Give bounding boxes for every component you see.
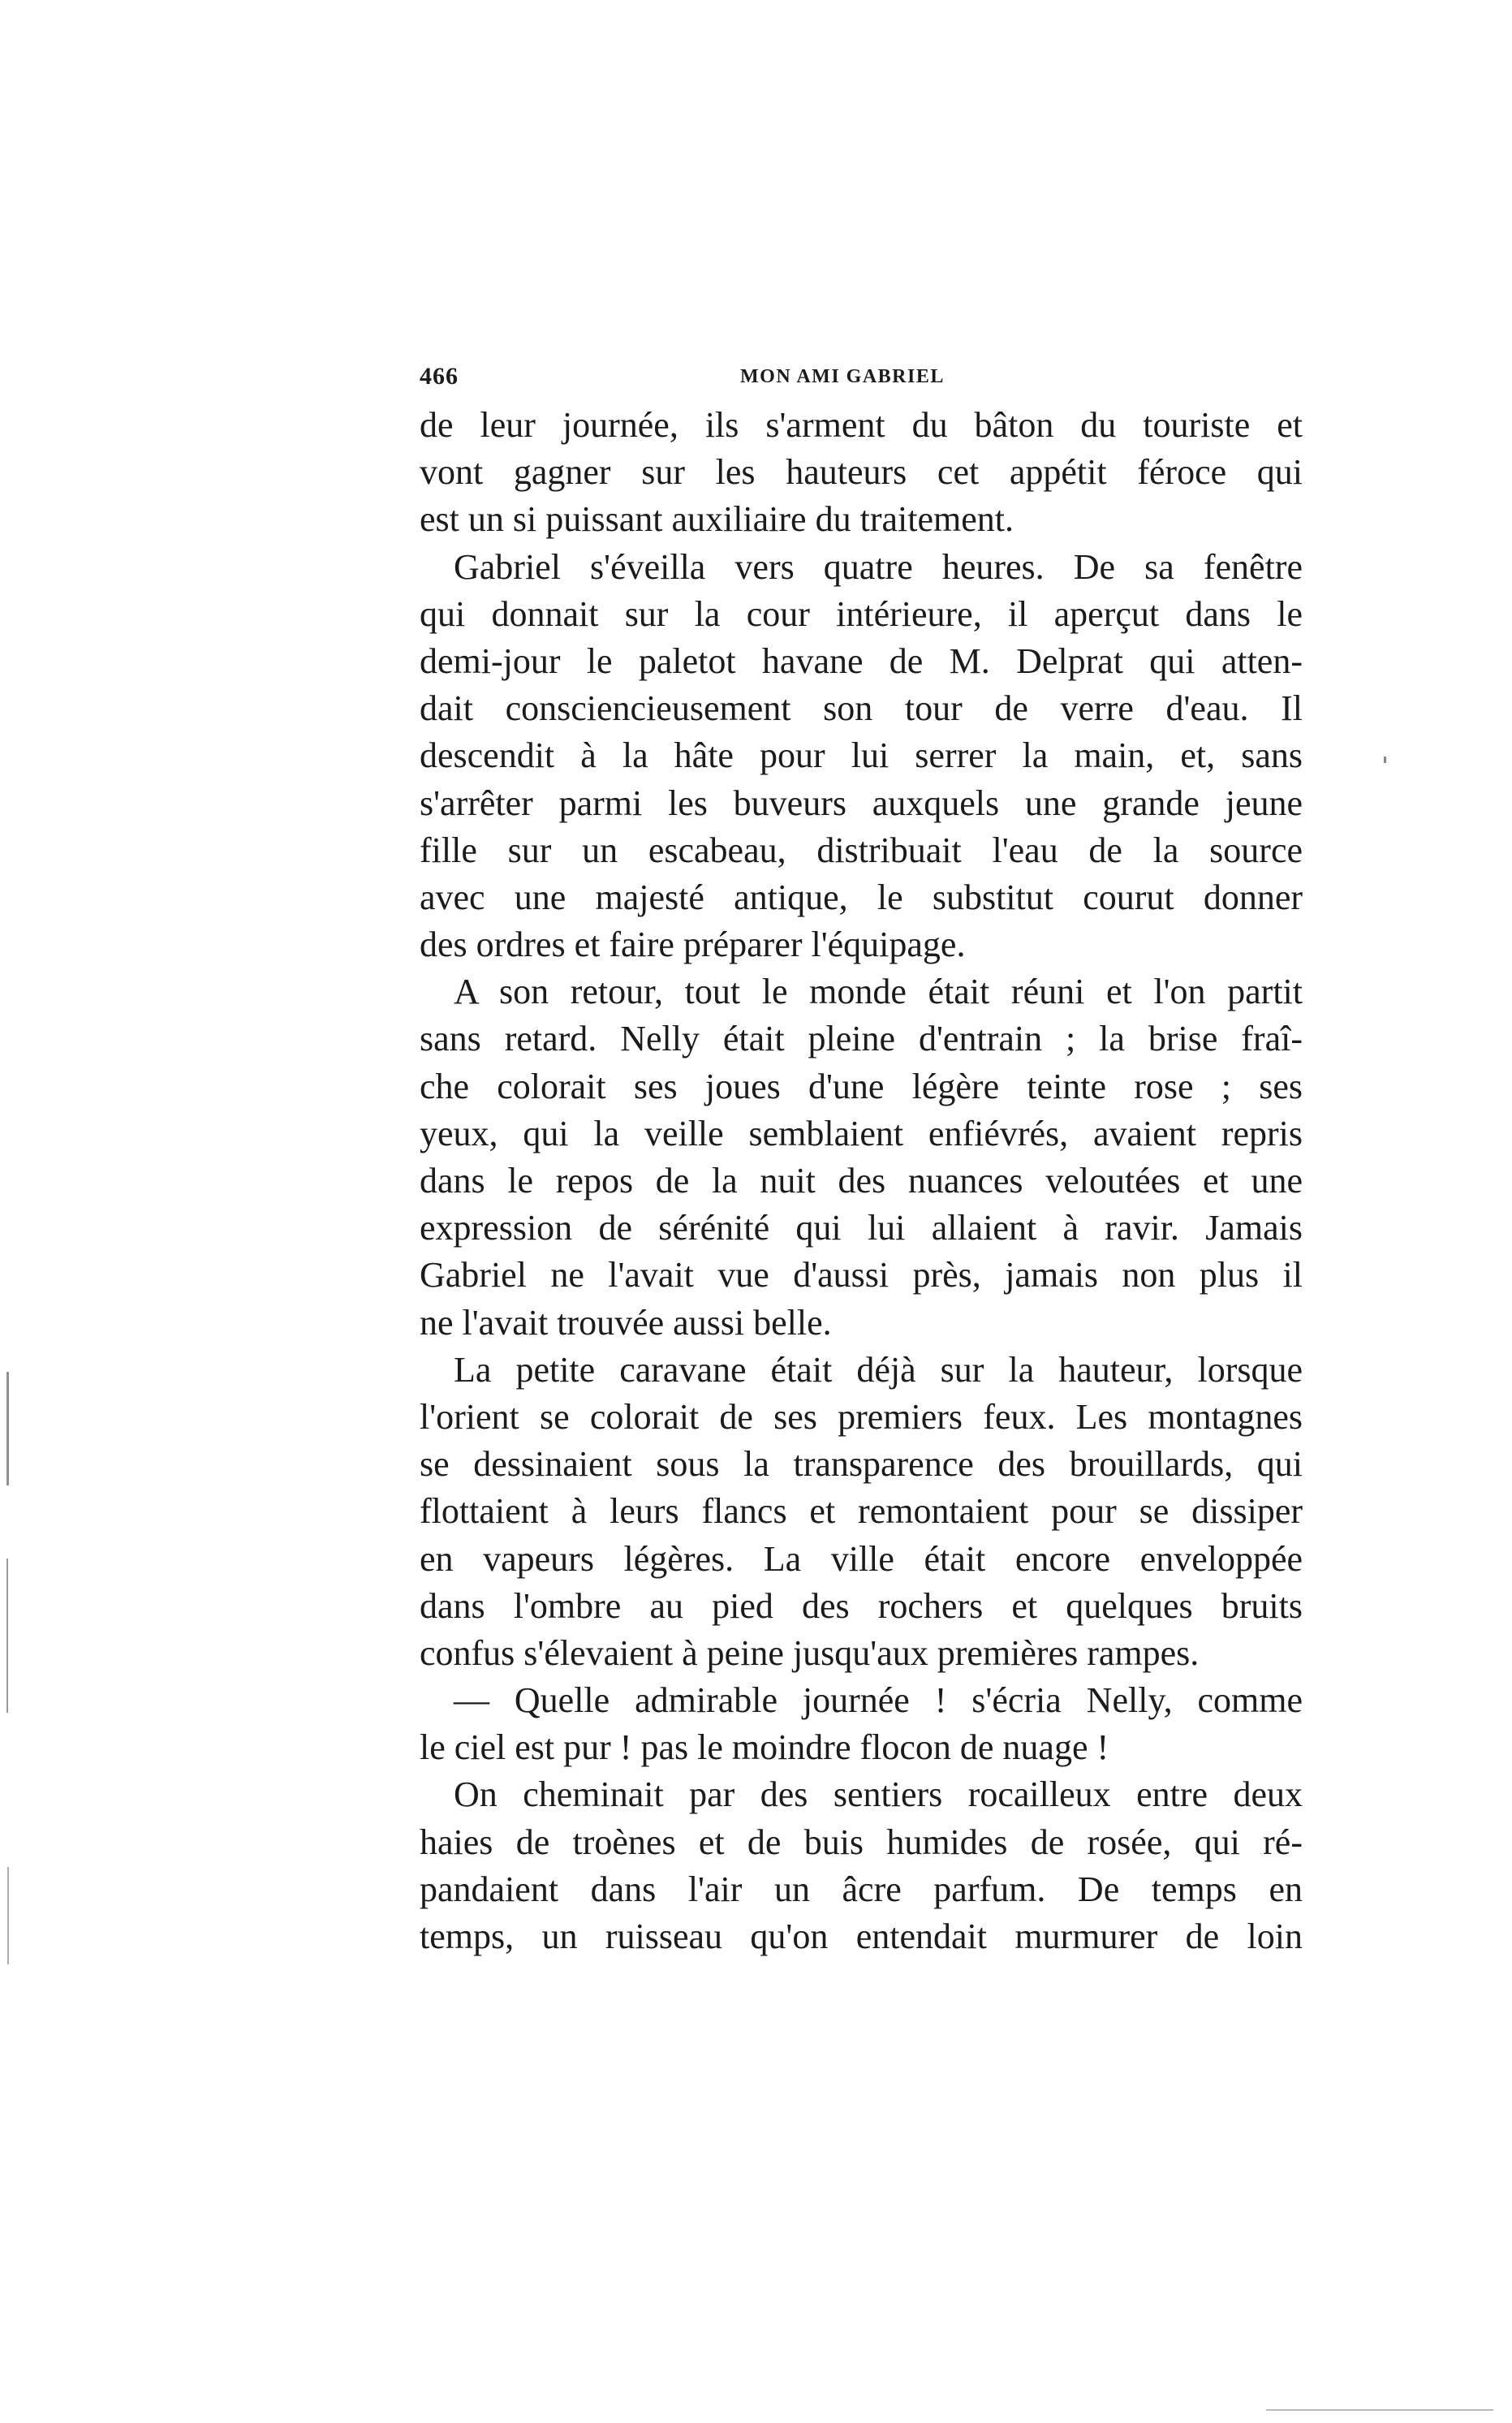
scan-artifact bbox=[1266, 2409, 1493, 2411]
text-line: vont gagner sur les hauteurs cet appétit féroce qui bbox=[420, 452, 1303, 493]
text-line: Gabriel s'éveilla vers quatre heures. De sa fenêtre bbox=[454, 546, 1303, 587]
text-line: La petite caravane était déjà sur la hauteur, lorsque bbox=[454, 1349, 1303, 1390]
text-line: demi-jour le paletot havane de M. Delprat qui atten- bbox=[420, 640, 1303, 681]
text-line: sans retard. Nelly était pleine d'entrain ; la brise fraî- bbox=[420, 1019, 1303, 1059]
text-line: dans le repos de la nuit des nuances veloutées et une bbox=[420, 1161, 1303, 1201]
text-line: flottaient à leurs flancs et remontaient pour se dissiper bbox=[420, 1491, 1303, 1532]
scan-artifact bbox=[6, 1372, 9, 1485]
text-line: Gabriel ne l'avait vue d'aussi près, jamais non plus il bbox=[420, 1255, 1303, 1296]
text-line: dait consciencieusement son tour de verre d'eau. Il bbox=[420, 688, 1303, 729]
text-line: de leur journée, ils s'arment du bâton du touriste et bbox=[420, 405, 1303, 445]
text-line: ne l'avait trouvée aussi belle. bbox=[420, 1302, 832, 1343]
page-header bbox=[420, 363, 1303, 403]
scan-artifact bbox=[6, 1559, 8, 1713]
text-line: confus s'élevaient à peine jusqu'aux premières rampes. bbox=[420, 1632, 1200, 1673]
text-line: pandaient dans l'air un âcre parfum. De temps en bbox=[420, 1869, 1303, 1909]
text-line: est un si puissant auxiliaire du traitement. bbox=[420, 499, 1014, 540]
text-line: en vapeurs légères. La ville était encore enveloppée bbox=[420, 1538, 1303, 1579]
text-line: haies de troènes et de buis humides de rosée, qui ré- bbox=[420, 1822, 1303, 1862]
text-line: le ciel est pur ! pas le moindre flocon de nuage ! bbox=[420, 1727, 1109, 1768]
text-line: s'arrêter parmi les buveurs auxquels une grande jeune bbox=[420, 783, 1303, 823]
text-line: temps, un ruisseau qu'on entendait murmurer de loin bbox=[420, 1916, 1303, 1956]
text-line: expression de sérénité qui lui allaient à ravir. Jamais bbox=[420, 1208, 1303, 1248]
scan-artifact bbox=[7, 1867, 9, 1964]
text-line: avec une majesté antique, le substitut courut donner bbox=[420, 877, 1303, 917]
text-line: des ordres et faire préparer l'équipage. bbox=[420, 925, 966, 965]
text-line: fille sur un escabeau, distribuait l'eau de la source bbox=[420, 830, 1303, 870]
text-line: yeux, qui la veille semblaient enfiévrés, avaient repris bbox=[420, 1113, 1303, 1153]
scan-artifact bbox=[1384, 757, 1386, 763]
body-text bbox=[420, 402, 1303, 1960]
text-line: On cheminait par des sentiers rocailleux entre deux bbox=[454, 1774, 1303, 1815]
text-line: qui donnait sur la cour intérieure, il aperçut dans le bbox=[420, 593, 1303, 634]
page-number: 466 bbox=[420, 363, 459, 390]
text-line: l'orient se colorait de ses premiers feux. Les montagnes bbox=[420, 1396, 1303, 1437]
text-line: se dessinaient sous la transparence des brouillards, qui bbox=[420, 1444, 1303, 1485]
text-line: che colorait ses joues d'une légère teinte rose ; ses bbox=[420, 1066, 1303, 1106]
text-line: — Quelle admirable journée ! s'écria Nelly, comme bbox=[454, 1680, 1303, 1721]
text-line: A son retour, tout le monde était réuni et l'on partit bbox=[454, 972, 1303, 1012]
text-line: dans l'ombre au pied des rochers et quelques bruits bbox=[420, 1585, 1303, 1626]
text-line: descendit à la hâte pour lui serrer la main, et, sans bbox=[420, 735, 1303, 776]
running-title: MON AMI GABRIEL bbox=[740, 366, 945, 387]
